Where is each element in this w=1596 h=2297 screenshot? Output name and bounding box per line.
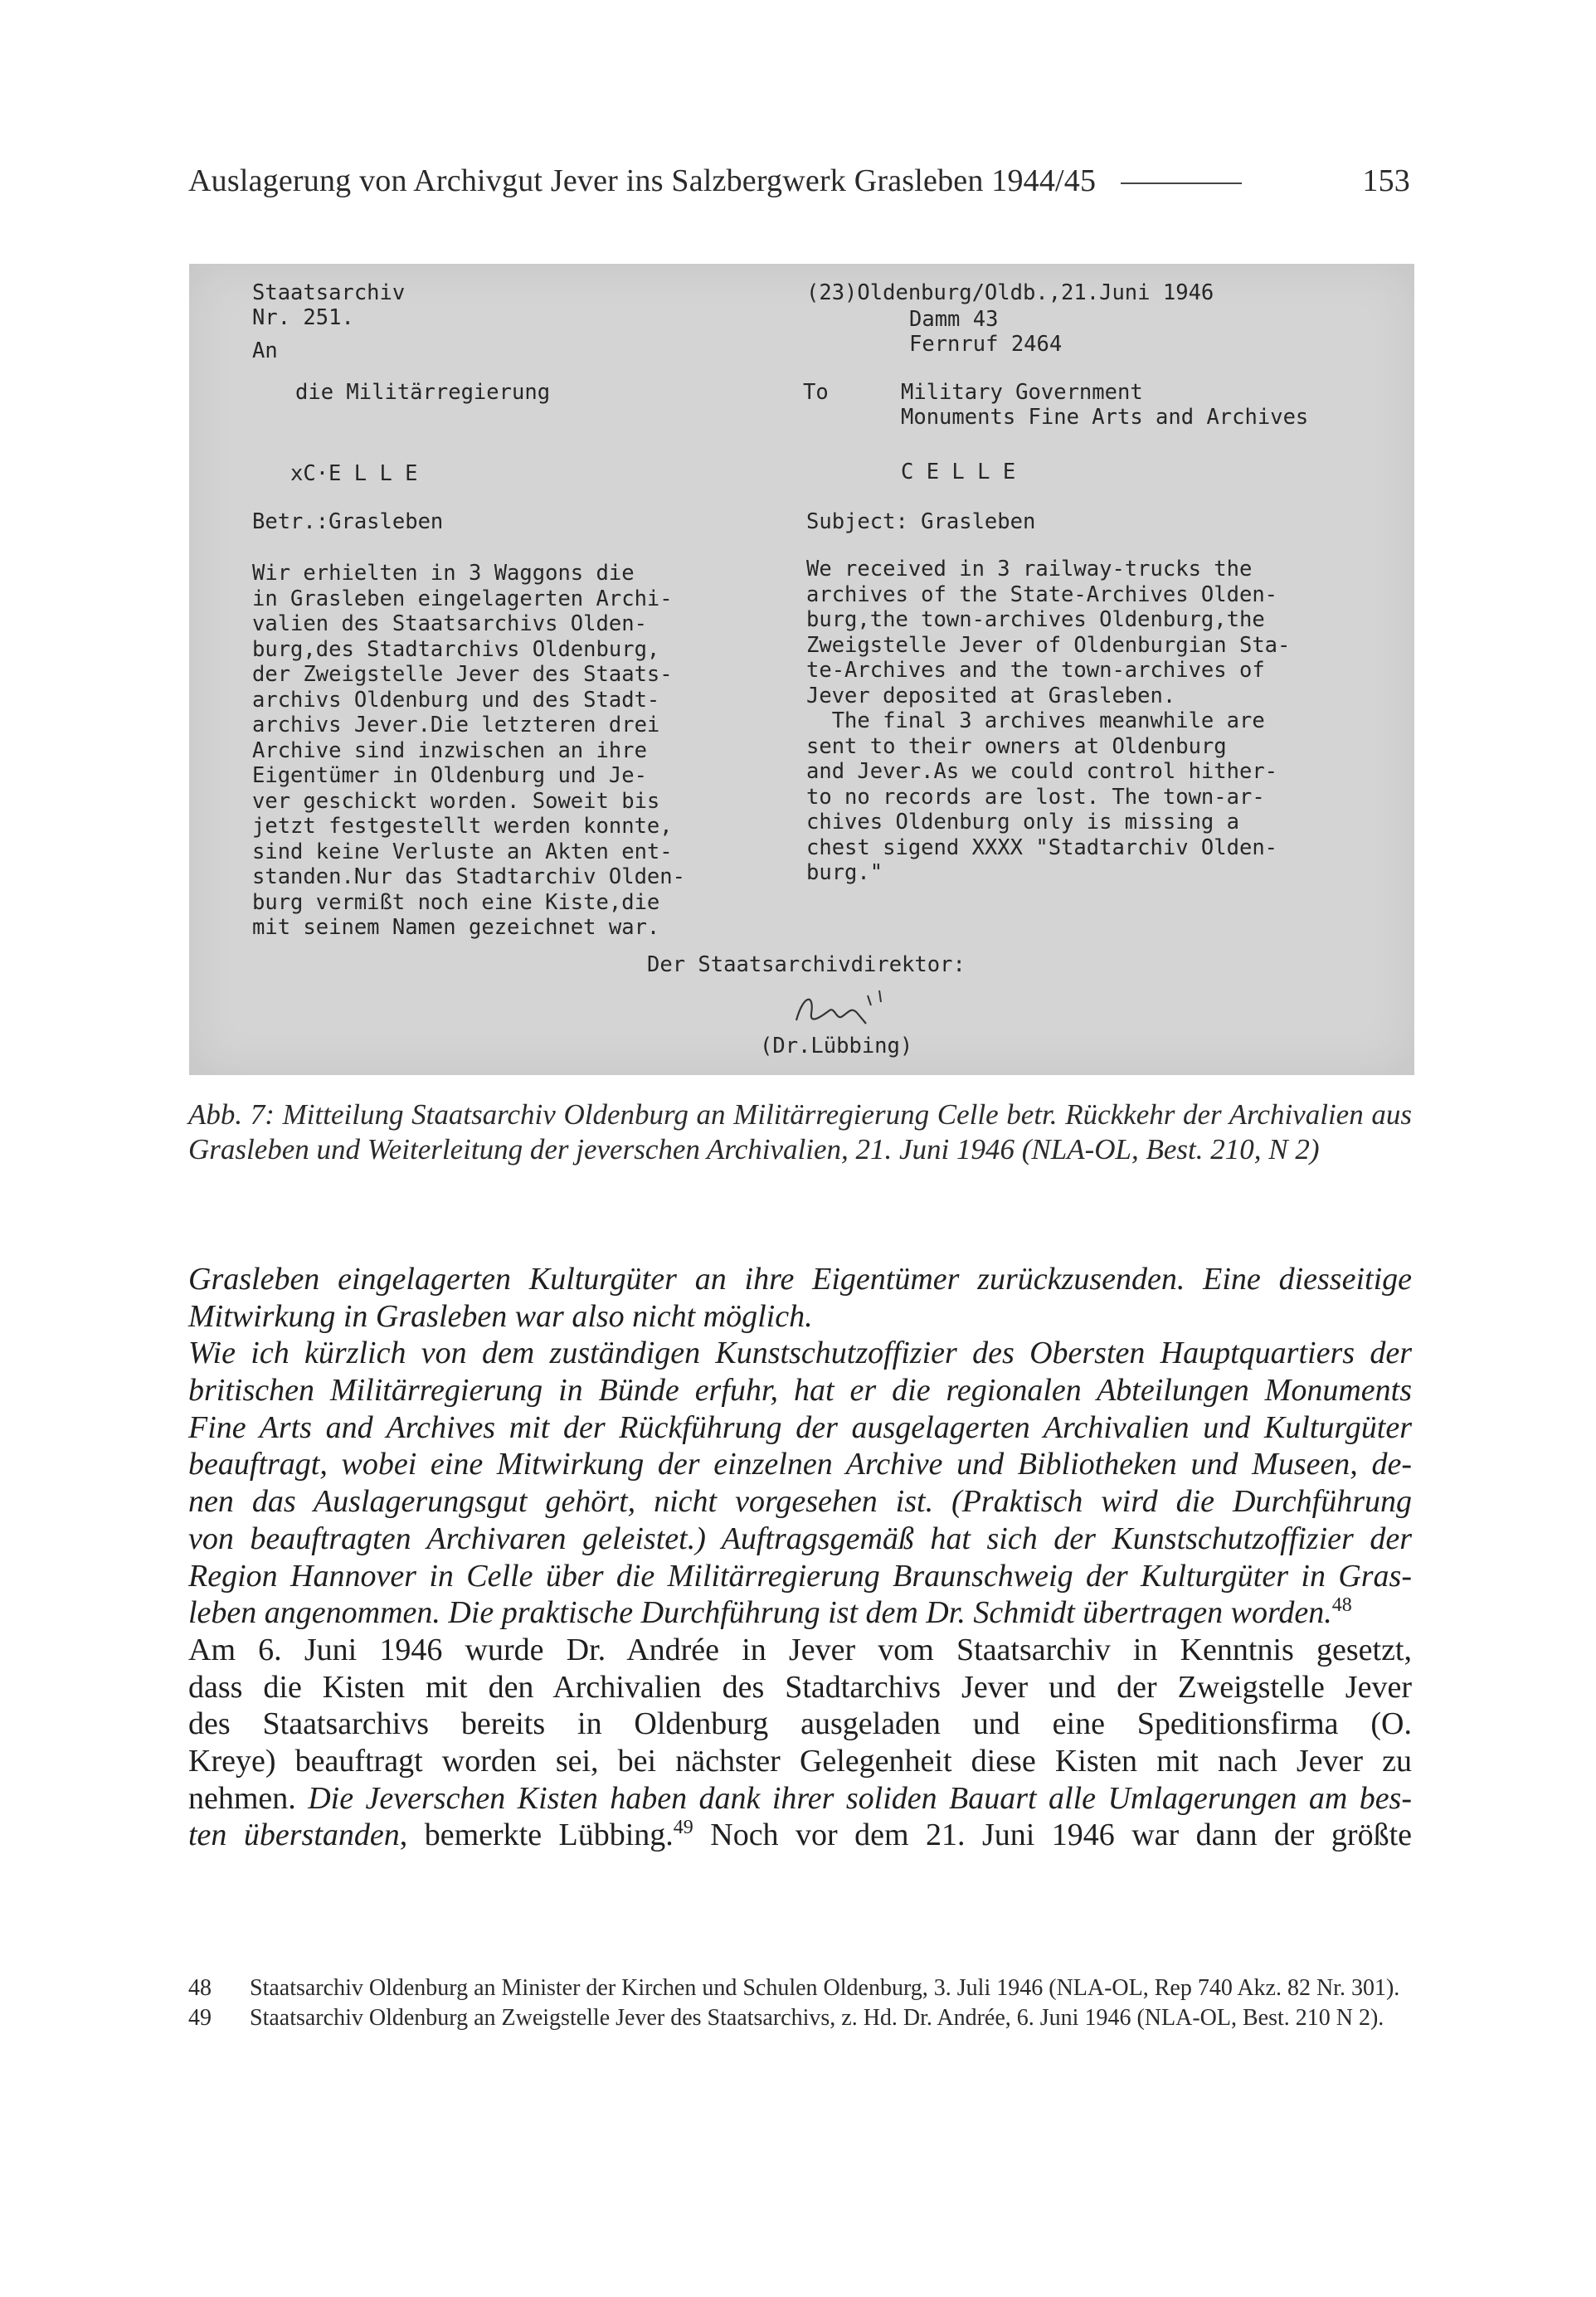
letter-en-line: burg,the town-archives Oldenburg,the [806,607,1265,632]
letter-signatory: (Dr.Lübbing) [760,1034,913,1058]
letter-en-body [806,557,1290,886]
page-number: 153 [1362,163,1410,198]
letter-de-line: archivs Oldenburg und des Stadt- [252,687,660,713]
body-line: britischen Militärregierung in Bünde erfuhr, hat er die regionalen Abteilungen Monuments [188,1373,1412,1409]
body-line: beauftragt, wobei eine Mitwirkung der einzelnen Archive und Bibliotheken und Museen, de- [188,1447,1412,1482]
letter-de-line: sind keine Verluste an Akten ent- [252,839,673,864]
body-line: von beauftragten Archivaren geleistet.) Auftragsgemäß hat sich der Kunstschutzoffizier der [188,1521,1412,1556]
body-line: des Staatsarchivs bereits in Oldenburg ausgeladen und eine Speditionsfirma (O. [188,1706,1412,1742]
letter-en-line: The final 3 archives meanwhile are [806,708,1265,733]
running-title: Auslagerung von Archivgut Jever ins Salzbergwerk Grasleben 1944/45 [188,163,1097,198]
footnote-text: Staatsarchiv Oldenburg an Minister der Kirchen und Schulen Oldenburg, 3. Juli 1946 (NLA-OL, Rep 740 Akz. 82 Nr. 301). [250,1975,1400,2001]
letter-en-line: archives of the State-Archives Olden- [806,582,1278,607]
letter-de-line: valien des Staatsarchivs Olden- [252,611,647,636]
body-line-text: , bemerkte Lübbing. [399,1818,674,1853]
body-line [188,1817,1412,1854]
body-line: Wie ich kürzlich von dem zuständigen Kunstschutzoffizier des Obersten Hauptquartiers der [188,1336,1412,1371]
body-line: dass die Kisten mit den Archivalien des Stadtarchivs Jever und der Zweigstelle Jever [188,1669,1412,1705]
letter-de-line: standen.Nur das Stadtarchiv Olden- [252,864,685,889]
header-rule [1121,182,1242,184]
letter-de-line: in Grasleben eingelagerten Archi- [252,586,673,611]
letter-de-line: jetzt festgestellt werden konnte, [252,814,673,839]
letter-en-recipient-1: Military Government [901,380,1143,405]
footnote-text: Staatsarchiv Oldenburg an Zweigstelle Jever des Staatsarchivs, z. Hd. Dr. Andrée, 6. Juni 1946 (NLA-OL, Best. 210 N 2). [250,2005,1384,2031]
letter-sender: Staatsarchiv [252,280,406,305]
letter-ref: Nr. 251. [252,305,354,330]
letter-de-line: archivs Jever.Die letzteren drei [252,713,660,737]
letter-en-line: chest sigend XXXX "Stadtarchiv Olden- [806,835,1278,860]
letter-closing: Der Staatsarchivdirektor: [647,952,966,977]
letter-en-line: burg." [806,860,883,885]
footnote [188,2004,1412,2032]
body-line-text: Noch vor dem 21. Juni 1946 war dann der größte [693,1818,1412,1853]
letter-de-body [252,561,685,941]
letter-en-line: to no records are lost. The town-ar- [806,784,1265,810]
letter-address: Damm 43 [909,307,999,332]
figure-caption [188,1097,1412,1167]
letter-de-line: mit seinem Namen gezeichnet war. [252,915,660,940]
letter-de-line: burg,des Stadtarchivs Oldenburg, [252,636,660,662]
letter-de-recipient: die Militärregierung [295,380,551,405]
letter-phone: Fernruf 2464 [909,332,1063,357]
footnotes [188,1974,1412,2034]
caption-text: Abb. 7: Mitteilung Staatsarchiv Oldenburg an Militärregierung Celle betr. Rückkehr der Archivalien aus Grasleben und Weiterleitung der jeverschen Archivalien, 21. Juni 1946 (NLA-OL, Best. 210, N 2) [188,1098,1412,1166]
letter-de-line: Wir erhielten in 3 Waggons die [252,561,635,586]
body-line: nen das Auslagerungsgut gehört, nicht vorgesehen ist. (Praktisch wird die Durchführung [188,1484,1412,1520]
body-line [188,1594,1412,1632]
footnote [188,1974,1412,2002]
footnote-ref: 49 [673,1817,693,1839]
body-line-text: leben angenommen. Die praktische Durchführung ist dem Dr. Schmidt übertragen worden. [188,1595,1332,1631]
body-quote: Die Jeverschen Kisten haben dank ihrer soliden Bauart alle Umlagerungen am bes- [308,1780,1413,1816]
letter-en-recipient-2: Monuments Fine Arts and Archives [901,405,1309,430]
letter-de-line: Archive sind inzwischen an ihre [252,737,647,763]
body-line: Region Hannover in Celle über die Militärregierung Braunschweig der Kulturgüter in Gras- [188,1558,1412,1594]
body-quote: ten überstanden [188,1818,400,1853]
body-line-text: nehmen. [188,1780,296,1816]
body-line: Kreye) beauftragt worden sei, bei nächster Gelegenheit diese Kisten mit nach Jever zu [188,1743,1412,1779]
body-line: Fine Arts and Archives mit der Rückführung der ausgelagerten Archivalien und Kulturgüter [188,1409,1412,1445]
letter-de-line: burg vermißt noch eine Kiste,die [252,889,660,915]
body-line: Am 6. Juni 1946 wurde Dr. Andrée in Jever vom Staatsarchiv in Kenntnis gesetzt, [188,1632,1412,1667]
letter-place-date: (23)Oldenburg/Oldb.,21.Juni 1946 [806,280,1214,305]
scanned-letter [189,264,1414,1075]
footnote-ref: 48 [1331,1594,1352,1617]
letter-en-line: te-Archives and the town-archives of [806,658,1265,683]
body-line: Grasleben eingelagerten Kulturgüter an ihre Eigentümer zurückzusenden. Eine diesseitige [188,1262,1412,1297]
handwritten-signature [786,981,903,1039]
letter-de-line: der Zweigstelle Jever des Staats- [252,662,673,687]
letter-en-line: and Jever.As we could control hither- [806,759,1278,784]
body-line [188,1780,1412,1818]
footnote-number: 48 [188,1975,212,2001]
letter-en-line: chives Oldenburg only is missing a [806,810,1239,835]
letter-en-line: Jever deposited at Grasleben. [806,683,1176,708]
letter-an: An [252,338,278,363]
letter-de-subject: Betr.:Grasleben [252,509,444,534]
letter-en-line: We received in 3 railway-trucks the [806,557,1253,582]
body-text [188,1261,1412,1854]
letter-to: To [803,380,829,405]
letter-en-line: sent to their owners at Oldenburg [806,733,1227,759]
letter-de-line: Eigentümer in Oldenburg und Je- [252,763,647,788]
letter-en-subject: Subject: Grasleben [806,509,1036,534]
letter-en-city: C E L L E [901,460,1016,484]
letter-de-line: ver geschickt worden. Soweit bis [252,788,660,814]
body-line: Mitwirkung in Grasleben war also nicht möglich. [188,1298,813,1334]
footnote-number: 49 [188,2005,212,2031]
running-head [188,156,1410,206]
letter-en-line: Zweigstelle Jever of Oldenburgian Sta- [806,632,1291,658]
letter-de-city: xC·E L L E [290,461,418,486]
